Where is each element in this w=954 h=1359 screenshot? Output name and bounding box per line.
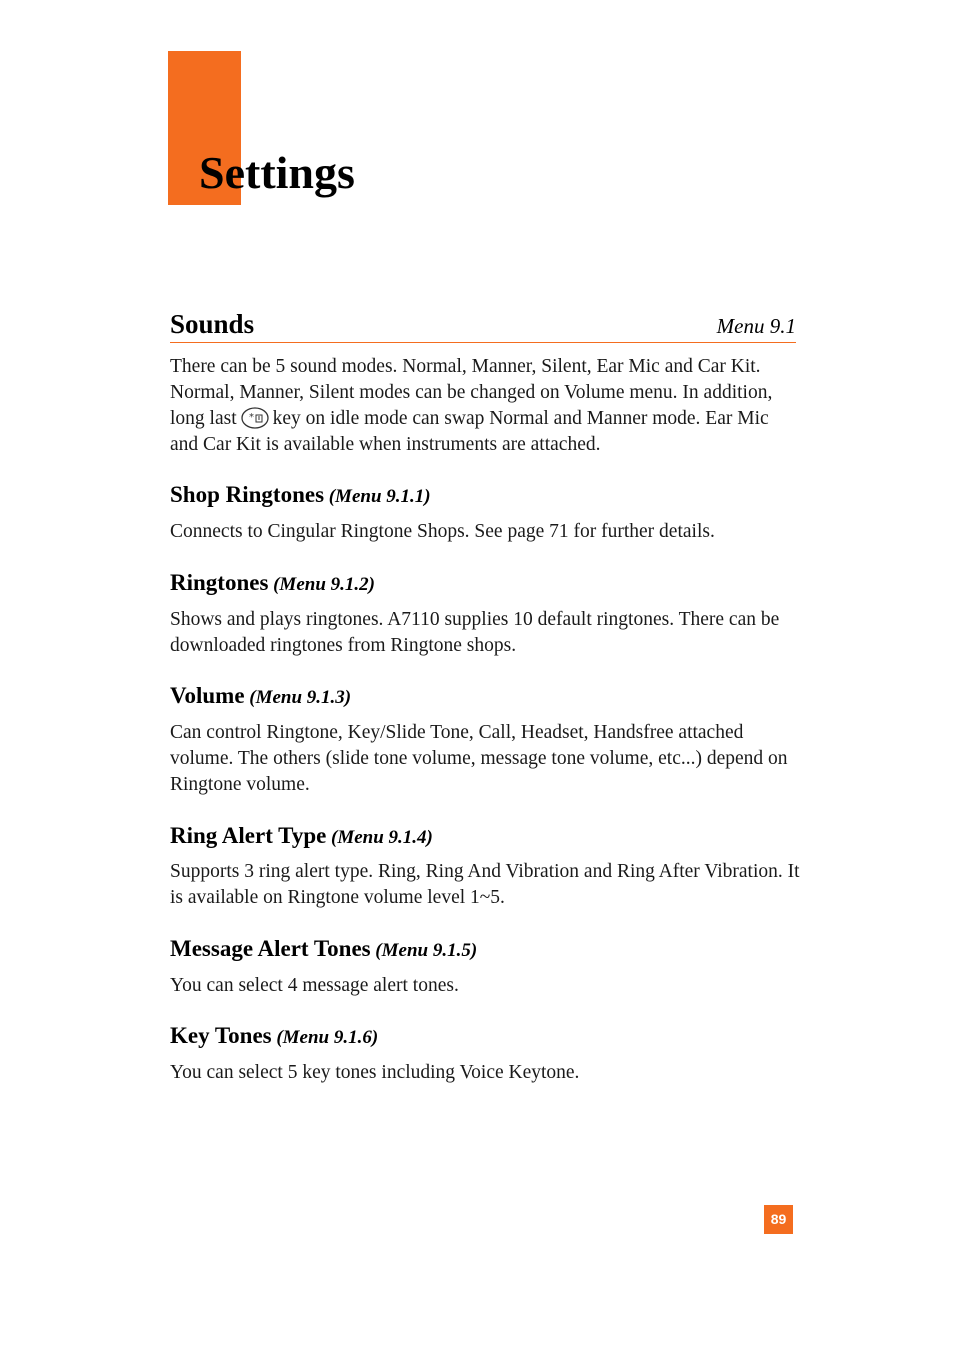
subsection-menu-number: (Menu 9.1.2) [273,574,375,595]
section-title: Sounds [170,309,255,339]
subsection-menu-number: (Menu 9.1.1) [328,486,431,507]
subsection-ringtones-heading [170,568,375,600]
subsection-menu-number: (Menu 9.1.6) [276,1027,379,1048]
subsection-menu-number: (Menu 9.1.4) [331,827,433,848]
subsection-title: Ringtones [170,570,269,595]
subsection-message-alert-tones-text: You can select 4 message alert tones. [170,975,459,996]
subsection-shop-ringtones-text: Connects to Cingular Ringtone Shops. See page 71 for further details. [170,521,715,542]
subsection-title: Key Tones [170,1023,272,1048]
subsection-ringtones-text: Shows and plays ringtones. A7110 supplies 10 default ringtones. There can be downloaded ringtones from Ringtone shops. [170,609,780,656]
section-intro [170,354,800,458]
subsection-message-alert-tones-heading [170,934,477,966]
subsection-menu-number: (Menu 9.1.5) [375,940,478,961]
page-number-badge: 89 [764,1205,793,1234]
svg-text:*: * [248,412,254,423]
subsection-title: Volume [170,683,245,708]
intro-text-part1: There can be 5 sound modes. Normal, Manner, Silent, Ear Mic and Car Kit. Normal, Manner, Silent modes can be changed on Volume menu. In addition, long last [170,356,773,429]
subsection-volume-text: Can control Ringtone, Key/Slide Tone, Call, Headset, Handsfree attached volume. The others (slide tone volume, message tone volume, etc...) depend on Ringtone volume. [170,722,788,795]
subsection-ring-alert-type-heading [170,821,433,853]
section-header [170,306,796,343]
page-title: Settings [199,147,355,198]
star-key-icon [240,406,270,430]
subsection-key-tones-heading [170,1021,378,1053]
subsection-title: Shop Ringtones [170,482,325,507]
subsection-title: Message Alert Tones [170,936,371,961]
subsection-shop-ringtones-heading [170,480,431,512]
subsection-title: Ring Alert Type [170,823,327,848]
subsection-volume-heading [170,681,351,713]
subsection-ring-alert-type-text: Supports 3 ring alert type. Ring, Ring And Vibration and Ring After Vibration. It is available on Ringtone volume level 1~5. [170,861,800,908]
section-menu-number: Menu 9.1 [716,314,796,338]
intro-text-part2: key on idle mode can swap Normal and Manner mode. Ear Mic and Car Kit is available when instruments are attached. [170,408,769,455]
subsection-menu-number: (Menu 9.1.3) [249,687,352,708]
subsection-key-tones-text: You can select 5 key tones including Voice Keytone. [170,1062,580,1083]
